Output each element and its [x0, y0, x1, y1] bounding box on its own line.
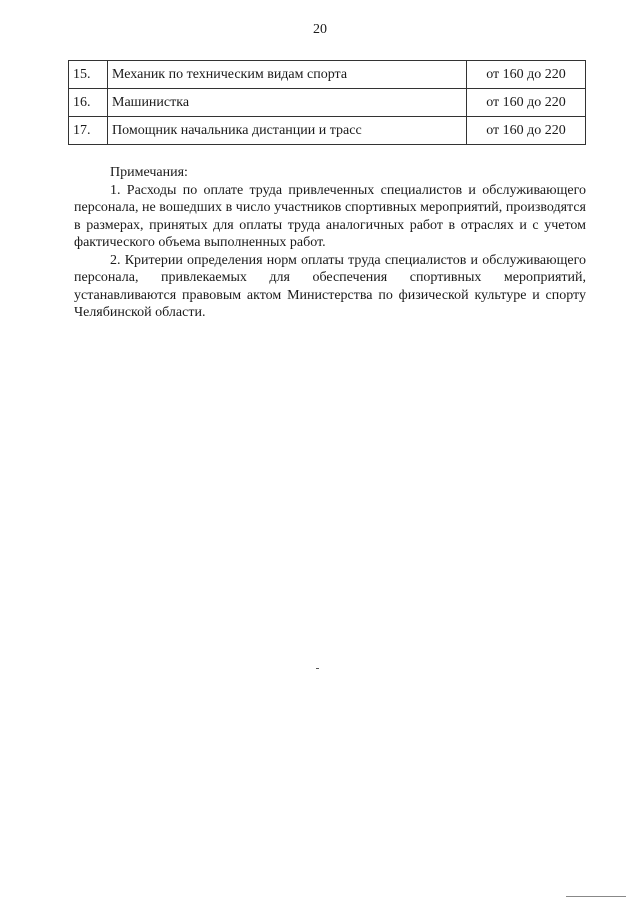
page-number: 20	[313, 22, 327, 37]
pay-range: от 160 до 220	[467, 61, 586, 89]
rates-table	[68, 60, 586, 145]
note-paragraph: 1. Расходы по оплате труда привлеченных специалистов и обслуживающего персонала, не вошедших в число участников спортивных мероприятий, производятся в размерах, принятых для оплаты труда аналогичных работ в отраслях и с учетом фактического объема выполненных работ.	[74, 182, 586, 250]
scan-artifact	[566, 896, 626, 897]
note-paragraph: 2. Критерии определения норм оплаты труда специалистов и обслуживающего персонала, привлекаемых для обеспечения спортивных мероприятий, устанавливаются правовым актом Министерства по физической культуре и спорту Челябинской области.	[74, 252, 586, 320]
position-name: Механик по техническим видам спорта	[108, 61, 467, 89]
pay-range: от 160 до 220	[467, 89, 586, 117]
table-row	[69, 61, 586, 89]
pay-range: от 160 до 220	[467, 117, 586, 145]
position-name: Машинистка	[108, 89, 467, 117]
notes-section	[74, 164, 586, 322]
table-row	[69, 117, 586, 145]
position-name: Помощник начальника дистанции и трасс	[108, 117, 467, 145]
row-number: 17.	[69, 117, 108, 145]
row-number: 15.	[69, 61, 108, 89]
notes-title: Примечания:	[110, 165, 188, 180]
row-number: 16.	[69, 89, 108, 117]
table-row	[69, 89, 586, 117]
scan-artifact	[316, 668, 319, 669]
